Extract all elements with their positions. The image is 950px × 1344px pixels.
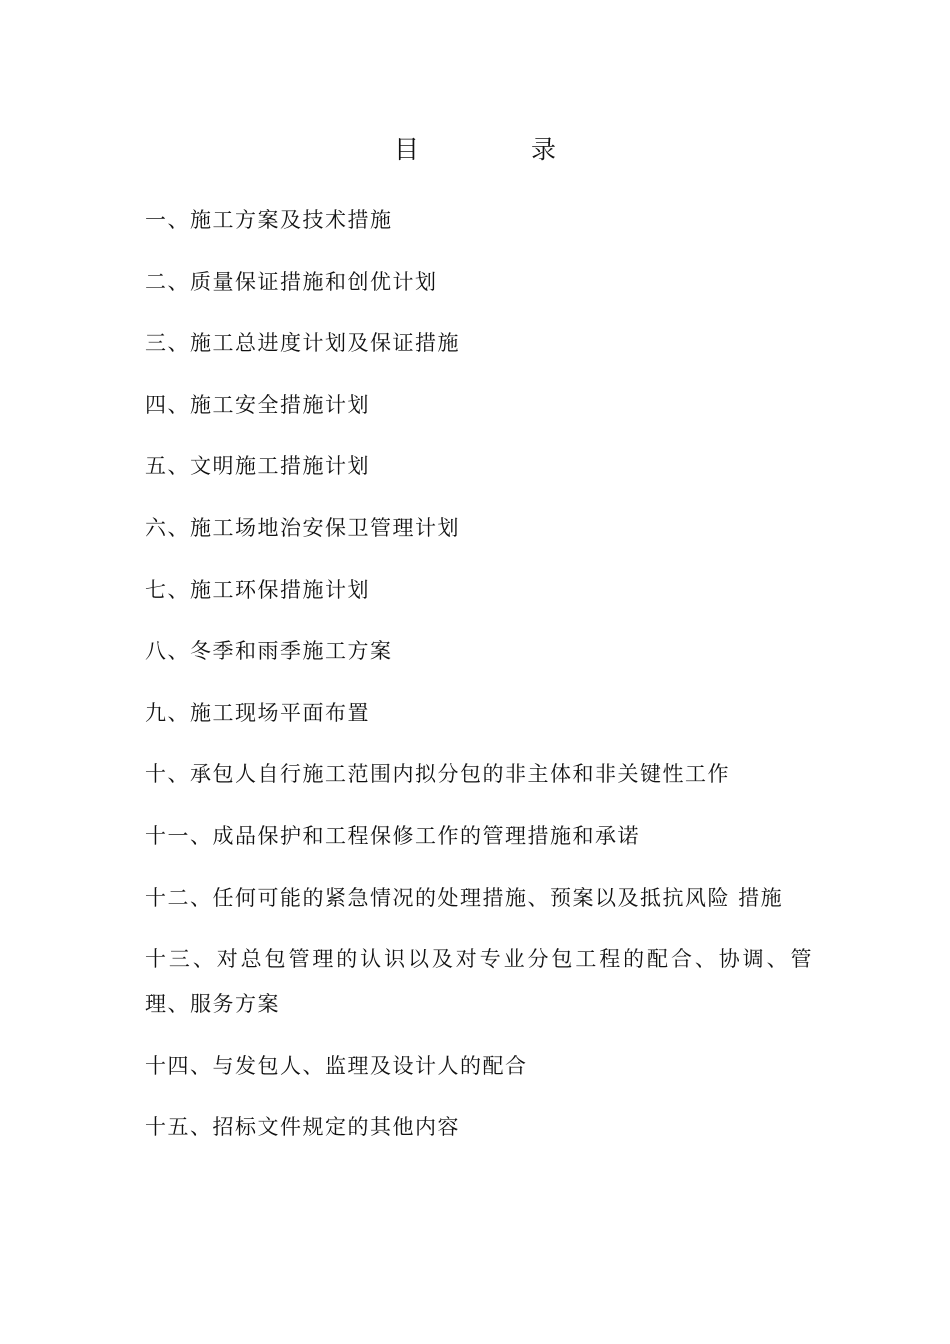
table-of-contents (145, 198, 813, 1167)
toc-item-14: 十四、与发包人、监理及设计人的配合 (145, 1053, 528, 1078)
toc-item-1: 一、施工方案及技术措施 (145, 208, 393, 232)
toc-item-11: 十一、成品保护和工程保修工作的管理措施和承诺 (145, 823, 640, 848)
toc-item-8: 八、冬季和雨季施工方案 (145, 639, 393, 664)
toc-item-5: 五、文明施工措施计划 (145, 454, 370, 479)
toc-item-2: 二、质量保证措施和创优计划 (145, 269, 438, 294)
toc-item-3: 三、施工总进度计划及保证措施 (145, 331, 460, 356)
toc-item-9: 九、施工现场平面布置 (145, 700, 370, 725)
toc-item-7: 七、施工环保措施计划 (145, 577, 370, 602)
page-title: 目 录 (394, 135, 608, 164)
toc-item-13: 十三、对总包管理的认识以及对专业分包工程的配合、协调、管理、服务方案 (145, 947, 813, 1017)
toc-item-12: 十二、任何可能的紧急情况的处理措施、预案以及抵抗风险 措施 (145, 885, 784, 910)
toc-item-6: 六、施工场地治安保卫管理计划 (145, 515, 460, 540)
toc-item-10: 十、承包人自行施工范围内拟分包的非主体和非关键性工作 (145, 762, 730, 787)
toc-item-4: 四、施工安全措施计划 (145, 392, 370, 417)
toc-item-15: 十五、招标文件规定的其他内容 (145, 1115, 460, 1140)
